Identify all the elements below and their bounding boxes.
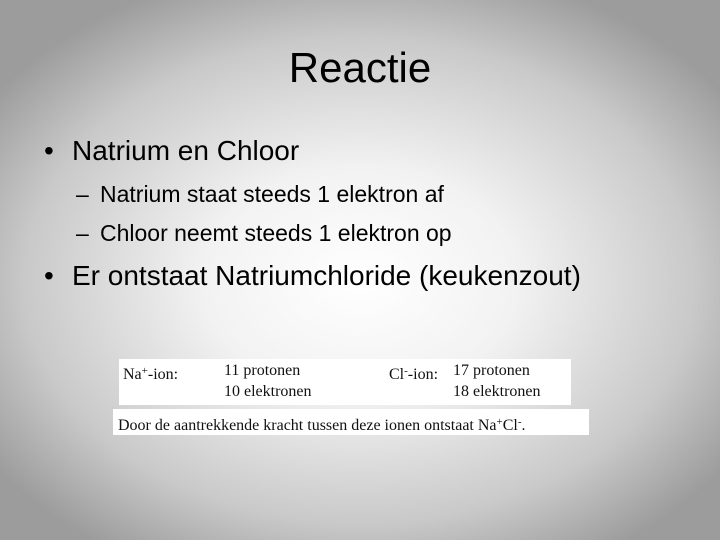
- ion-table-image: [119, 359, 571, 405]
- bullet-marker: •: [44, 260, 54, 291]
- subbullet-text: Natrium staat steeds 1 elektron af: [100, 181, 444, 207]
- sub-marker: –: [76, 181, 89, 207]
- bullet-text: Natrium en Chloor: [72, 135, 300, 166]
- bullet-text: Er ontstaat Natriumchloride (keukenzout): [72, 260, 581, 291]
- na-electrons: 10 elektronen: [224, 383, 312, 400]
- na-protons: 11 protonen: [224, 362, 301, 379]
- cl-ion-label: Cl--ion:: [389, 365, 439, 383]
- subbullet-natrium: [76, 180, 444, 208]
- bullet-marker: •: [44, 135, 54, 166]
- cl-electrons: 18 elektronen: [453, 383, 541, 400]
- sub-marker: –: [76, 220, 89, 246]
- cl-protons: 17 protonen: [453, 362, 530, 379]
- na-ion-label: Na+-ion:: [123, 365, 179, 383]
- attraction-sentence-image: Door de aantrekkende kracht tussen deze ionen ontstaat Na+Cl-.: [113, 409, 589, 435]
- bullet-natrium-chloor: [44, 134, 299, 168]
- subbullet-chloor: [76, 219, 452, 247]
- subbullet-text: Chloor neemt steeds 1 elektron op: [100, 220, 452, 246]
- bullet-natriumchloride: [44, 259, 581, 293]
- slide-title: Reactie: [288, 44, 432, 91]
